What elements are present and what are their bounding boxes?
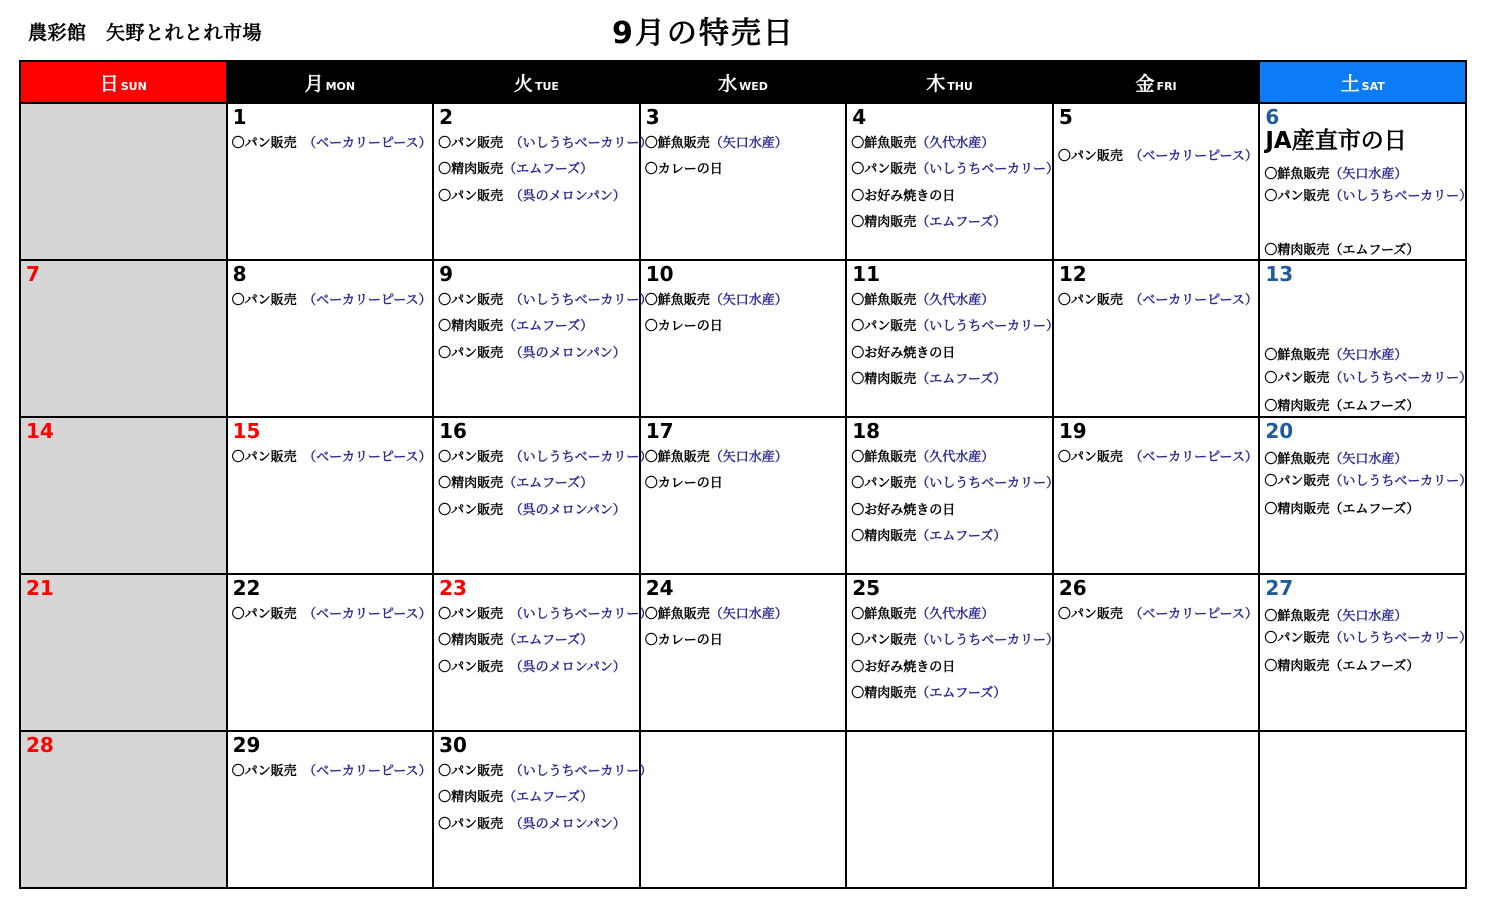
day-cell: [1259, 417, 1473, 574]
event-line: [851, 188, 955, 206]
event-shop: （矢口水産）: [1329, 609, 1408, 624]
event-line: [851, 371, 1006, 389]
day-number: 13: [1265, 262, 1294, 286]
event-line: [645, 135, 788, 153]
event-shop: （矢口水産）: [709, 293, 788, 308]
event-shop: （ベーカリーピース）: [1135, 450, 1258, 465]
event-line: [1264, 501, 1419, 519]
day-cell: [640, 417, 847, 574]
event-line: [232, 449, 432, 467]
weekday-en: FRI: [1156, 79, 1177, 93]
day-cell: [20, 103, 227, 260]
day-cell: [227, 731, 434, 888]
day-number: 19: [1058, 419, 1087, 443]
event-item: 〇パン販売: [1264, 474, 1330, 489]
event-line: [851, 292, 994, 310]
event-item: 〇鮮魚販売: [851, 450, 917, 465]
day-number: 27: [1265, 576, 1294, 600]
day-cell: [433, 731, 653, 888]
event-item: 〇パン販売: [231, 607, 310, 622]
event-item: 〇カレーの日: [644, 319, 723, 334]
event-item: 〇鮮魚販売: [851, 607, 917, 622]
event-line: [438, 659, 626, 677]
event-shop: （エムフーズ）: [503, 633, 594, 648]
event-shop: （いしうちベーカリー）: [1329, 631, 1473, 646]
event-item: 〇パン販売: [231, 450, 310, 465]
event-item: 〇鮮魚販売: [644, 450, 710, 465]
event-shop: （いしうちベーカリー）: [1329, 474, 1473, 489]
event-line: [1058, 449, 1258, 467]
event-item: 〇鮮魚販売: [851, 136, 917, 151]
week-row: [20, 574, 1466, 731]
event-item: 〇精肉販売: [851, 372, 917, 387]
event-shop: （矢口水産）: [1329, 348, 1408, 363]
event-line: [645, 161, 723, 179]
event-shop: （いしうちベーカリー）: [516, 764, 653, 779]
event-item: 〇精肉販売: [438, 790, 504, 805]
event-line: [851, 318, 1059, 336]
event-item: 〇カレーの日: [644, 162, 723, 177]
event-line: [851, 135, 994, 153]
event-line: [438, 161, 593, 179]
event-shop: （エムフーズ）: [503, 319, 594, 334]
event-line: [645, 475, 723, 493]
weekday-en: SAT: [1361, 79, 1385, 93]
event-shop: （いしうちベーカリー）: [1329, 371, 1473, 386]
event-item: 〇パン販売: [438, 503, 517, 518]
event-line: [1058, 292, 1258, 310]
event-item: 〇パン販売: [231, 136, 310, 151]
event-shop: （ベーカリーピース）: [1135, 149, 1258, 164]
weekday-jp: 日: [99, 72, 119, 95]
event-line: [645, 606, 788, 624]
event-item: 〇精肉販売: [438, 476, 504, 491]
event-shop: （久代水産）: [916, 450, 995, 465]
event-line: [645, 632, 723, 650]
event-item: 〇パン販売: [231, 764, 310, 779]
day-number: 26: [1058, 576, 1087, 600]
event-shop: （ベーカリーピース）: [309, 450, 432, 465]
day-cell: [1053, 260, 1260, 417]
event-shop: （矢口水産）: [709, 450, 788, 465]
event-line: [438, 188, 626, 206]
event-item: 〇精肉販売（エムフーズ）: [1264, 502, 1420, 517]
event-item: 〇パン販売: [438, 293, 517, 308]
event-line: [851, 161, 1059, 179]
event-line: [1264, 658, 1419, 676]
event-item: 〇パン販売: [438, 764, 517, 779]
event-item: 〇パン販売: [438, 660, 517, 675]
day-cell: [1259, 103, 1473, 260]
day-cell: [640, 731, 847, 888]
event-line: [438, 789, 593, 807]
event-line: [1058, 606, 1258, 624]
event-item: 〇精肉販売: [851, 686, 917, 701]
event-item: 〇パン販売: [851, 319, 917, 334]
event-item: 〇精肉販売（エムフーズ）: [1264, 659, 1420, 674]
day-number: 3: [645, 105, 660, 129]
event-line: [438, 135, 652, 153]
event-line: [232, 135, 432, 153]
event-line: [1264, 630, 1472, 648]
event-shop: （呉のメロンパン）: [516, 817, 626, 832]
event-shop: （ベーカリーピース）: [309, 764, 432, 779]
event-line: [851, 632, 1059, 650]
event-line: [232, 763, 432, 781]
event-shop: （エムフーズ）: [916, 215, 1007, 230]
day-cell: [1259, 731, 1466, 888]
day-number: 22: [232, 576, 261, 600]
day-number: 25: [852, 576, 881, 600]
event-shop: （エムフーズ）: [503, 790, 594, 805]
event-shop: （エムフーズ）: [503, 476, 594, 491]
weekday-jp: 火: [513, 72, 533, 95]
event-item: 〇パン販売: [438, 346, 517, 361]
week-row: [20, 731, 1466, 888]
event-line: [851, 502, 955, 520]
day-number: 14: [26, 419, 54, 443]
event-shop: （矢口水産）: [709, 136, 788, 151]
event-item: 〇パン販売: [438, 607, 517, 622]
day-cell: [20, 260, 227, 417]
day-number: 5: [1058, 105, 1073, 129]
event-item: 〇パン販売: [438, 450, 517, 465]
day-cell: [433, 103, 653, 260]
event-line: [1264, 370, 1472, 388]
calendar: [19, 60, 1473, 889]
event-item: 〇鮮魚販売: [644, 607, 710, 622]
day-cell: [433, 574, 653, 731]
event-item: 〇パン販売: [1264, 631, 1330, 646]
day-cell: [1053, 574, 1260, 731]
day-number: 4: [852, 105, 867, 129]
day-number: 7: [26, 262, 40, 286]
day-number: 1: [232, 105, 247, 129]
event-line: [1264, 188, 1472, 206]
day-cell: [20, 731, 227, 888]
weekday-en: WED: [739, 79, 768, 93]
event-line: [1264, 398, 1419, 416]
day-cell: [1053, 417, 1260, 574]
weekday-header-wed: [640, 61, 847, 103]
event-item: 〇精肉販売: [438, 162, 504, 177]
weekday-header-thu: [846, 61, 1053, 103]
event-line: [438, 449, 652, 467]
store-name: 農彩館 矢野とれとれ市場: [28, 22, 263, 44]
event-item: 〇鮮魚販売: [644, 293, 710, 308]
event-item: 〇カレーの日: [644, 476, 723, 491]
day-cell: [20, 417, 227, 574]
day-number: 9: [439, 262, 454, 286]
event-item: 〇パン販売: [1057, 293, 1136, 308]
day-number: 16: [439, 419, 467, 443]
event-shop: （いしうちベーカリー）: [916, 162, 1060, 177]
event-shop: （いしうちベーカリー）: [516, 136, 653, 151]
event-item: 〇パン販売: [851, 476, 917, 491]
day-cell: [433, 260, 653, 417]
day-number: 20: [1265, 419, 1294, 443]
event-line: [851, 475, 1059, 493]
day-number: 24: [645, 576, 674, 600]
event-shop: （ベーカリーピース）: [309, 293, 432, 308]
event-item: 〇パン販売: [851, 162, 917, 177]
event-line: [438, 475, 593, 493]
event-line: [438, 502, 626, 520]
event-line: [1264, 473, 1472, 491]
page-title: 9月の特売日: [612, 16, 795, 51]
day-cell: [846, 103, 1060, 260]
event-line: [1264, 347, 1407, 365]
event-line: [851, 528, 1006, 546]
day-number: 17: [645, 419, 674, 443]
event-item: 〇パン販売: [1264, 371, 1330, 386]
event-line: [1264, 451, 1407, 469]
event-line: [645, 292, 788, 310]
event-shop: （呉のメロンパン）: [516, 660, 626, 675]
weekday-header-tue: [433, 61, 640, 103]
event-line: [438, 292, 652, 310]
day-number: 30: [439, 733, 467, 757]
event-line: [851, 685, 1006, 703]
day-number: 18: [852, 419, 881, 443]
event-shop: （久代水産）: [916, 136, 995, 151]
weekday-jp: 木: [926, 72, 946, 95]
day-cell: [1259, 260, 1473, 417]
weekday-header-row: [20, 61, 1466, 103]
event-item: 〇パン販売: [438, 136, 517, 151]
event-line: [851, 659, 955, 677]
event-shop: （ベーカリーピース）: [309, 136, 432, 151]
event-shop: （いしうちベーカリー）: [916, 319, 1060, 334]
weekday-en: TUE: [534, 79, 559, 93]
event-shop: （エムフーズ）: [916, 372, 1007, 387]
day-number: 23: [439, 576, 467, 600]
event-shop: （ベーカリーピース）: [309, 607, 432, 622]
day-cell: [1053, 731, 1260, 888]
event-item: 〇鮮魚販売: [1264, 348, 1330, 363]
event-shop: （ベーカリーピース）: [1135, 607, 1258, 622]
event-line: [438, 816, 626, 834]
event-item: 〇精肉販売（エムフーズ）: [1264, 243, 1420, 258]
weekday-header-sat: [1259, 61, 1466, 103]
day-cell: [846, 417, 1060, 574]
event-shop: （いしうちベーカリー）: [516, 607, 653, 622]
day-number: 12: [1058, 262, 1087, 286]
event-line: [1058, 148, 1258, 166]
event-line: [1264, 608, 1407, 626]
day-number: 28: [26, 733, 54, 757]
event-shop: （矢口水産）: [1329, 452, 1408, 467]
event-item: 〇お好み焼きの日: [851, 503, 956, 518]
event-shop: （ベーカリーピース）: [1135, 293, 1258, 308]
event-shop: （呉のメロンパン）: [516, 189, 626, 204]
day-number: 29: [232, 733, 261, 757]
event-item: 〇鮮魚販売: [644, 136, 710, 151]
weekday-header-mon: [227, 61, 434, 103]
event-line: [851, 606, 994, 624]
event-item: 〇パン販売: [231, 293, 310, 308]
special-event-title: JA産直市の日: [1265, 128, 1407, 154]
calendar-table: [19, 60, 1473, 889]
event-item: 〇お好み焼きの日: [851, 346, 956, 361]
week-row: [20, 103, 1466, 260]
day-cell: [20, 574, 227, 731]
event-item: 〇パン販売: [438, 817, 517, 832]
weekday-en: THU: [947, 79, 973, 93]
event-shop: （いしうちベーカリー）: [516, 450, 653, 465]
event-item: 〇鮮魚販売: [1264, 167, 1330, 182]
day-cell: [640, 103, 847, 260]
event-item: 〇精肉販売（エムフーズ）: [1264, 399, 1420, 414]
event-line: [438, 318, 593, 336]
event-line: [851, 449, 994, 467]
day-cell: [1259, 574, 1473, 731]
weekday-header-sun: [20, 61, 227, 103]
event-line: [1264, 166, 1407, 184]
event-item: 〇精肉販売: [438, 319, 504, 334]
event-line: [1264, 242, 1419, 260]
event-item: 〇お好み焼きの日: [851, 660, 956, 675]
event-shop: （久代水産）: [916, 293, 995, 308]
day-number: 8: [232, 262, 247, 286]
event-shop: （矢口水産）: [1329, 167, 1408, 182]
day-cell: [227, 103, 434, 260]
event-item: 〇パン販売: [1264, 189, 1330, 204]
weekday-jp: 土: [1340, 72, 1360, 95]
day-number: 15: [232, 419, 261, 443]
event-shop: （呉のメロンパン）: [516, 503, 626, 518]
weekday-en: MON: [325, 79, 356, 93]
day-number: 11: [852, 262, 881, 286]
weekday-header-fri: [1053, 61, 1260, 103]
day-cell: [433, 417, 653, 574]
event-item: 〇鮮魚販売: [851, 293, 917, 308]
event-item: 〇パン販売: [438, 189, 517, 204]
week-row: [20, 260, 1466, 417]
event-shop: （エムフーズ）: [916, 529, 1007, 544]
event-shop: （エムフーズ）: [503, 162, 594, 177]
event-shop: （エムフーズ）: [916, 686, 1007, 701]
event-item: 〇お好み焼きの日: [851, 189, 956, 204]
event-item: 〇鮮魚販売: [1264, 452, 1330, 467]
event-item: 〇パン販売: [1057, 607, 1136, 622]
event-line: [438, 606, 652, 624]
event-line: [645, 318, 723, 336]
day-cell: [227, 260, 434, 417]
weekday-en: SUN: [120, 79, 147, 93]
day-cell: [227, 574, 434, 731]
day-cell: [640, 260, 847, 417]
event-line: [851, 214, 1006, 232]
event-line: [438, 632, 593, 650]
event-item: 〇カレーの日: [644, 633, 723, 648]
day-cell: [1053, 103, 1260, 260]
weekday-jp: 金: [1135, 72, 1155, 95]
event-item: 〇鮮魚販売: [1264, 609, 1330, 624]
day-number: 2: [439, 105, 454, 129]
weekday-jp: 水: [718, 72, 738, 95]
event-item: 〇パン販売: [1057, 450, 1136, 465]
week-row: [20, 417, 1466, 574]
weekday-jp: 月: [304, 72, 324, 95]
event-shop: （矢口水産）: [709, 607, 788, 622]
day-cell: [227, 417, 434, 574]
event-shop: （いしうちベーカリー）: [1329, 189, 1473, 204]
event-shop: （久代水産）: [916, 607, 995, 622]
event-item: 〇精肉販売: [438, 633, 504, 648]
event-line: [232, 292, 432, 310]
event-shop: （呉のメロンパン）: [516, 346, 626, 361]
day-number: 21: [26, 576, 54, 600]
day-cell: [846, 260, 1060, 417]
day-cell: [846, 574, 1060, 731]
day-number: 10: [645, 262, 674, 286]
day-cell: [640, 574, 847, 731]
event-shop: （いしうちベーカリー）: [916, 476, 1060, 491]
event-item: 〇パン販売: [1057, 149, 1136, 164]
event-line: [851, 345, 955, 363]
event-line: [232, 606, 432, 624]
event-item: 〇パン販売: [851, 633, 917, 648]
calendar-body: [20, 103, 1473, 888]
day-number: 6: [1265, 105, 1280, 129]
event-line: [438, 763, 652, 781]
event-shop: （いしうちベーカリー）: [516, 293, 653, 308]
event-shop: （いしうちベーカリー）: [916, 633, 1060, 648]
day-cell: [846, 731, 1053, 888]
event-item: 〇精肉販売: [851, 215, 917, 230]
event-item: 〇精肉販売: [851, 529, 917, 544]
event-line: [438, 345, 626, 363]
event-line: [645, 449, 788, 467]
